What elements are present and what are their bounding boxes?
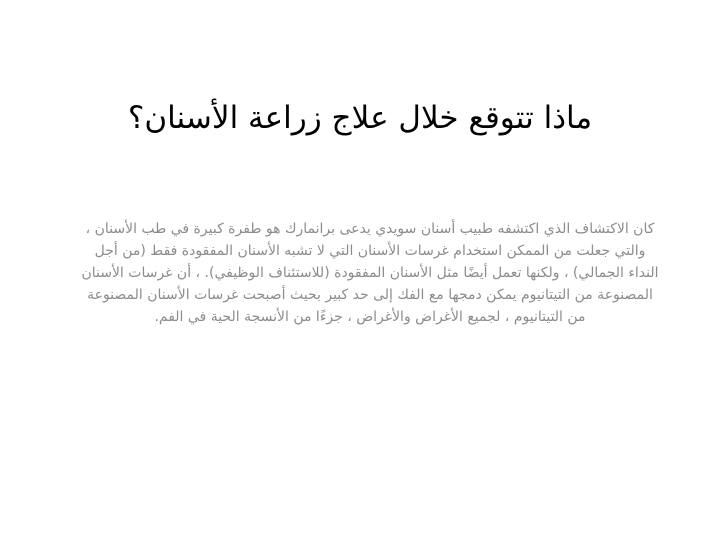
slide-title: ماذا تتوقع خلال علاج زراعة الأسنان؟	[127, 100, 593, 136]
slide-body-text: كان الاكتشاف الذي اكتشفه طبيب أسنان سويدي يدعى برانمارك هو طفرة كبيرة في طب الأسنان ، والتي جعلت من الممكن استخدام غرسات الأسنان التي لا تشبه الأسنان المفقودة فقط (من أجل النداء الجمالي) ، ولكنها تعمل أيضًا مثل الأسنان المفقودة (للاستئناف الوظيفي). ، أن غرسات الأسنان المصنوعة من التيتانيوم يمكن دمجها مع الفك إلى حد كبير بحيث أصبحت غرسات الأسنان المصنوعة من التيتانيوم ، لجميع الأغراض والأغراض ، جزءًا من الأنسجة الحية في الفم.	[81, 221, 659, 325]
